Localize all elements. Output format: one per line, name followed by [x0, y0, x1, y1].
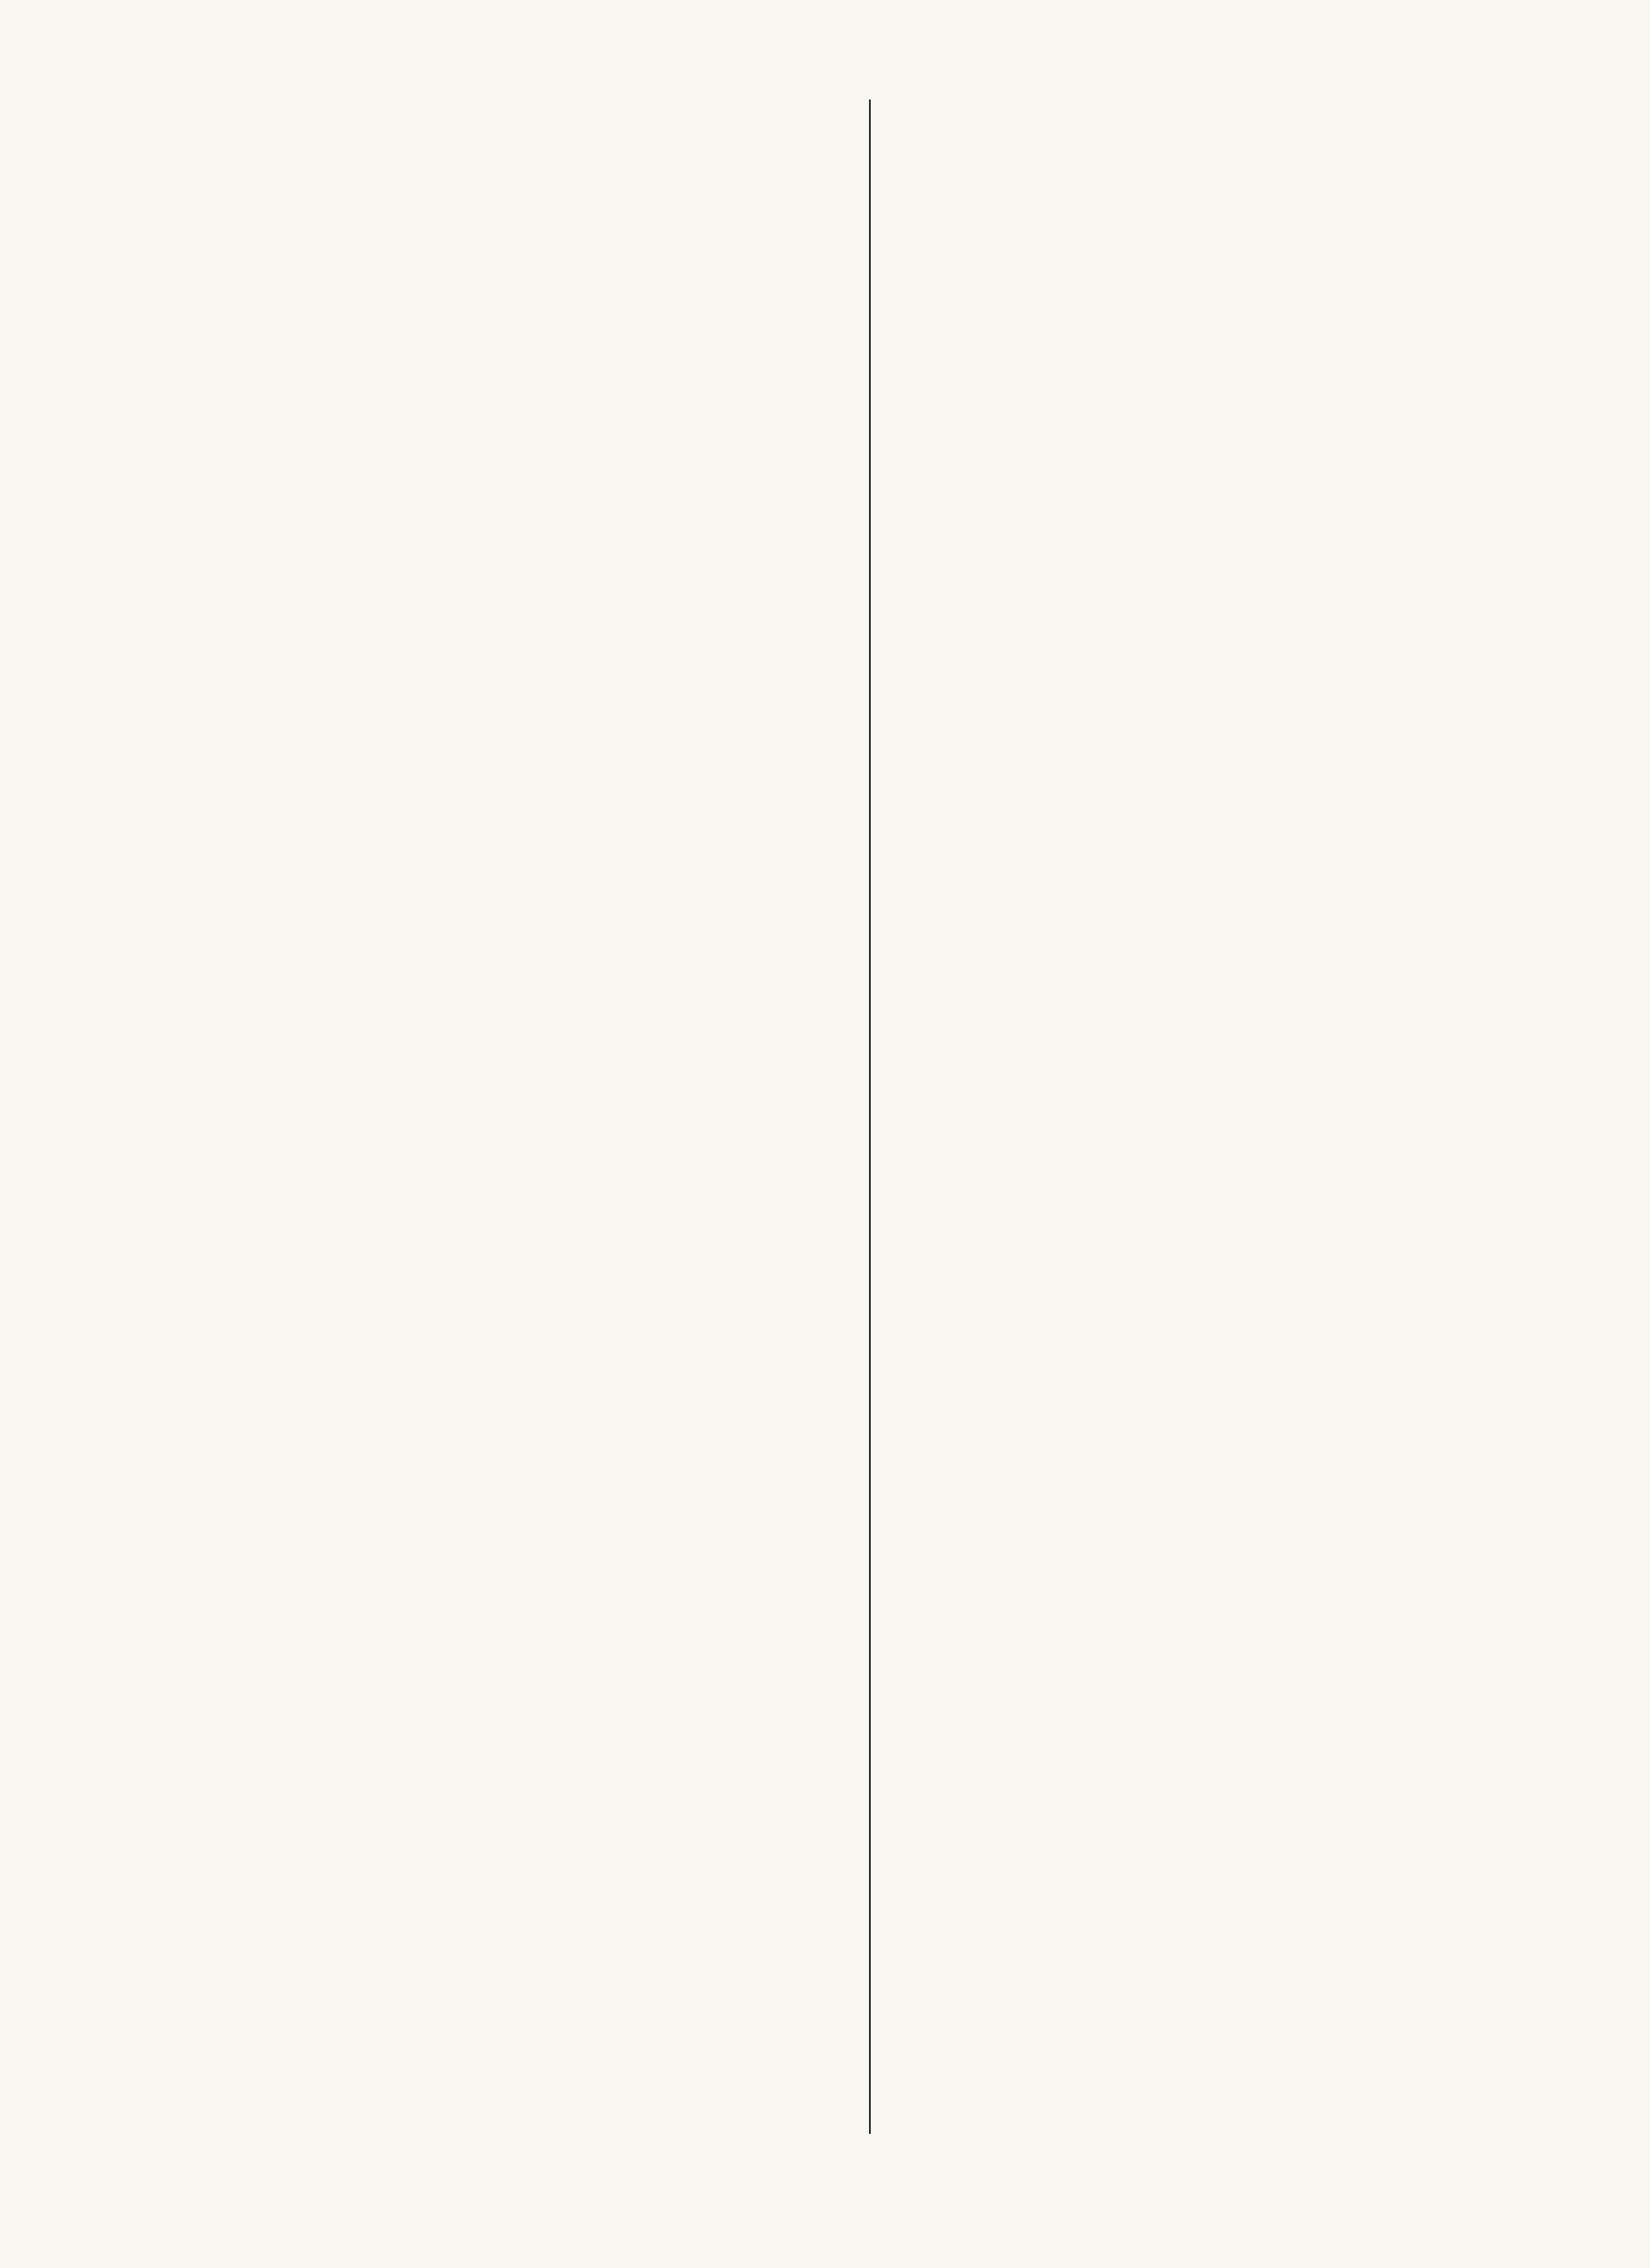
column-divider: [869, 99, 871, 2134]
